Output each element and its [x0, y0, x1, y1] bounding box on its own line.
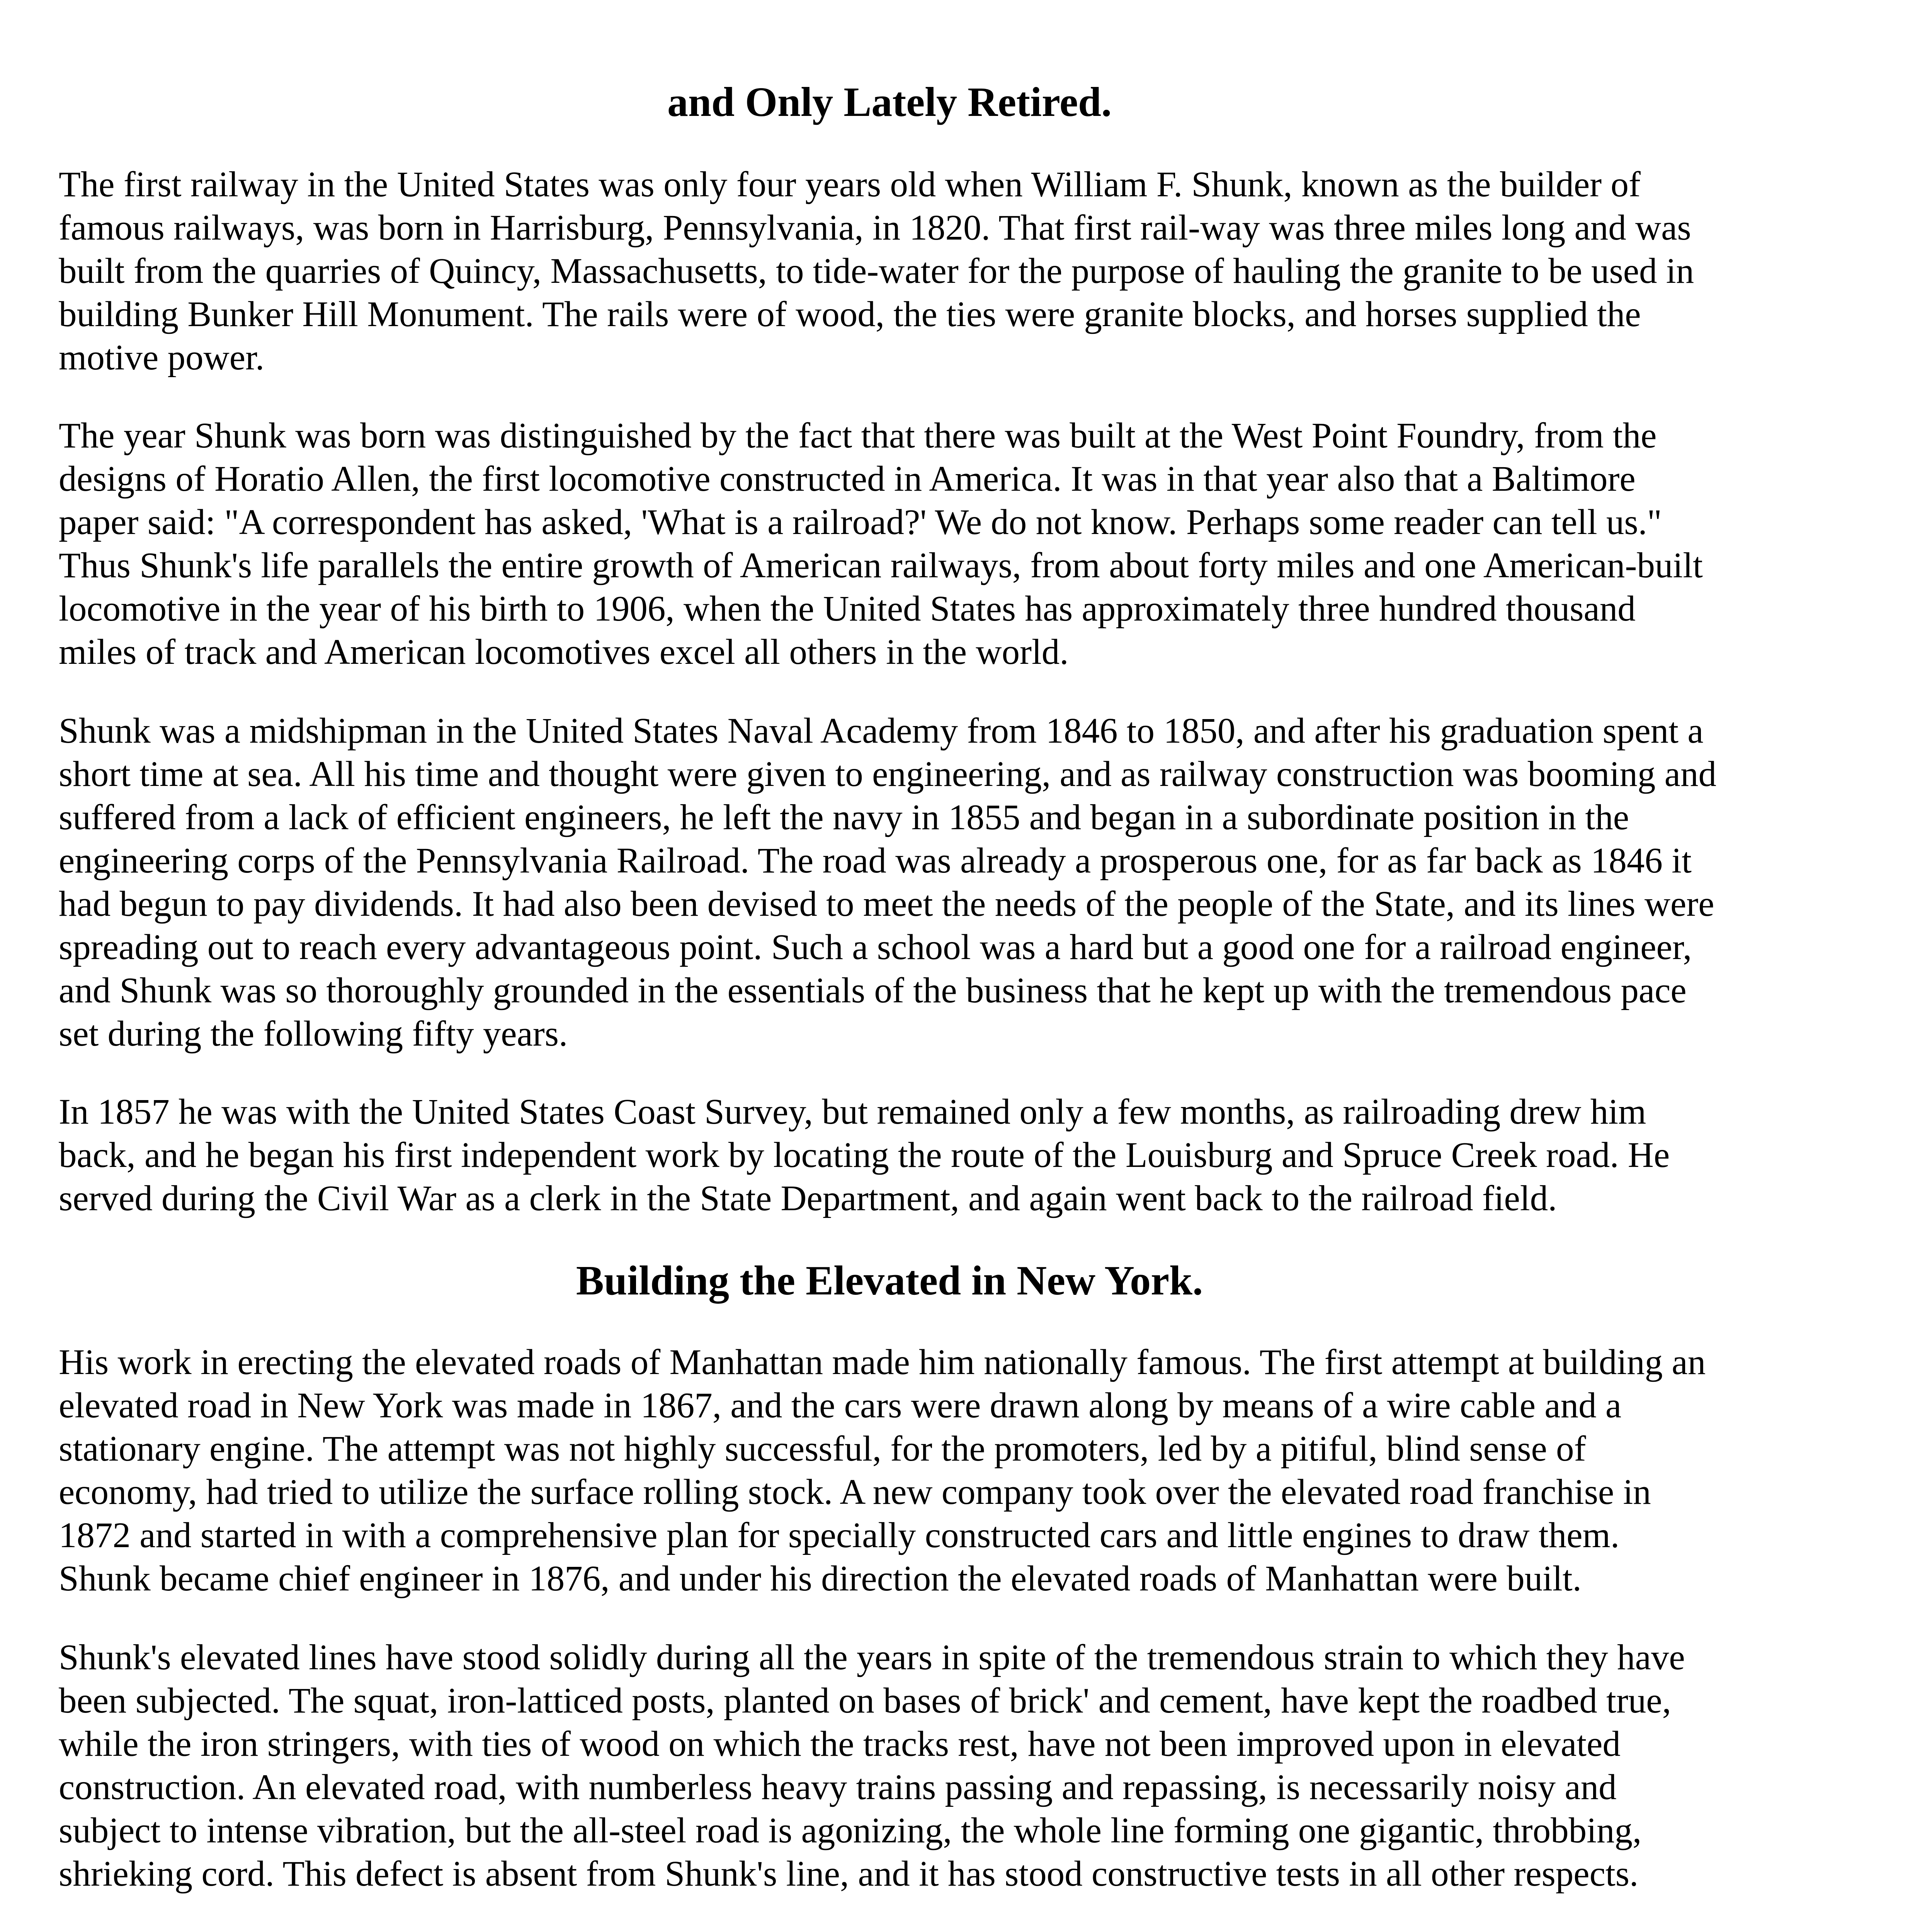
body-paragraph: The year Shunk was born was distinguished by the fact that there was built at the West Point Foundry, from the designs of Horatio Allen, the first locomotive constructed in America. It was in that year also that a Baltimore paper said: "A correspondent has asked, 'What is a railroad?' We do not know. Perhaps some reader can tell us." Thus Shunk's life parallels the entire growth of American railways, from about forty miles and one American-built locomotive in the year of his birth to 1906, when the United States has approximately three hundred thousand miles of track and American locomotives excel all others in the world. — [59, 416, 1703, 672]
section-heading: Building the Elevated in New York. — [576, 1258, 1203, 1304]
section-heading: and Only Lately Retired. — [667, 79, 1112, 125]
body-paragraph: In 1857 he was with the United States Coast Survey, but remained only a few months, as railroading drew him back, and he began his first independent work by locating the route of the Louisburg and Spruce Creek road. He served during the Civil War as a clerk in the State Department, and again went back to the railroad field. — [59, 1092, 1670, 1218]
body-paragraph: Shunk's elevated lines have stood solidly during all the years in spite of the tremendous strain to which they have been subjected. The squat, iron-latticed posts, planted on bases of brick' and cement, have kept the roadbed true, while the iron stringers, with ties of wood on which the tracks rest, have not been improved upon in elevated construction. An elevated road, with numberless heavy trains passing and repassing, is necessarily noisy and subject to intense vibration, but the all-steel road is agonizing, the whole line forming one gigantic, throbbing, shrieking cord. This defect is absent from Shunk's line, and it has stood constructive tests in all other respects. — [59, 1638, 1685, 1894]
body-paragraph: Shunk was a midshipman in the United States Naval Academy from 1846 to 1850, and after his graduation spent a short time at sea. All his time and thought were given to engineering, and as railway construction was booming and suffered from a lack of efficient engineers, he left the navy in 1855 and began in a subordinate position in the engineering corps of the Pennsylvania Railroad. The road was already a prosperous one, for as far back as 1846 it had begun to pay dividends. It had also been devised to meet the needs of the people of the State, and its lines were spreading out to reach every advantageous point. Such a school was a hard but a good one for a railroad engineer, and Shunk was so thoroughly grounded in the essentials of the business that he kept up with the tremendous pace set during the following fifty years. — [59, 711, 1716, 1054]
section-heading — [59, 1930, 1720, 1932]
document-page — [59, 77, 1720, 1932]
body-paragraph: His work in erecting the elevated roads of Manhattan made him nationally famous. The first attempt at building an elevated road in New York was made in 1867, and the cars were drawn along by means of a wire cable and a stationary engine. The attempt was not highly successful, for the promoters, led by a pitiful, blind sense of economy, had tried to utilize the surface rolling stock. A new company took over the elevated road franchise in 1872 and started in with a comprehensive plan for specially constructed cars and little engines to draw them. Shunk became chief engineer in 1876, and under his direction the elevated roads of Manhattan were built. — [59, 1342, 1706, 1599]
body-paragraph: The first railway in the United States was only four years old when William F. Shunk, known as the builder of famous railways, was born in Harrisburg, Pennsylvania, in 1820. That first rail-way was three miles long and was built from the quarries of Quincy, Massachusetts, to tide-water for the purpose of hauling the granite to be used in building Bunker Hill Monument. The rails were of wood, the ties were granite blocks, and horses supplied the motive power. — [59, 165, 1694, 378]
